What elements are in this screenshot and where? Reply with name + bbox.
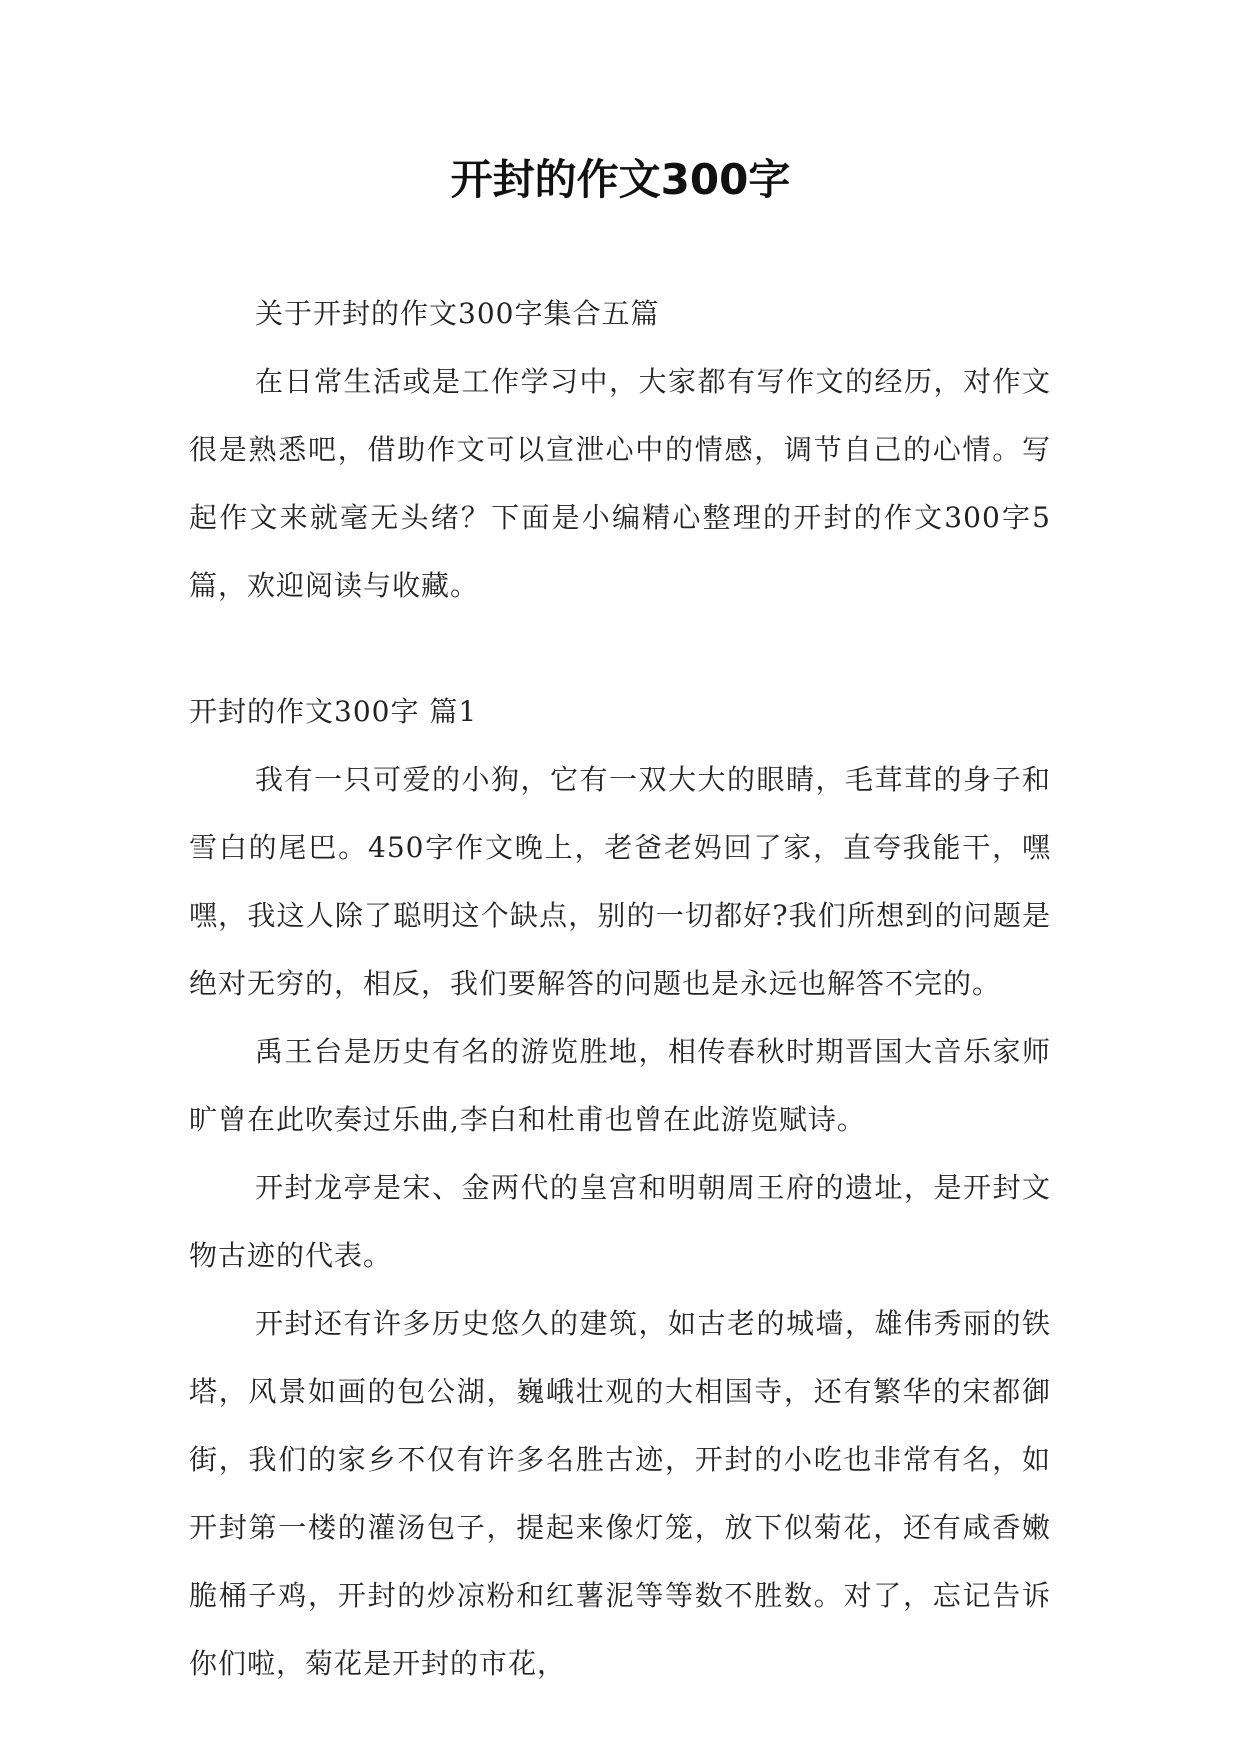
section-1-paragraph-2: 禹王台是历史有名的游览胜地，相传春秋时期晋国大音乐家师旷曾在此吹奏过乐曲,李白和杜甫也曾在此游览赋诗。	[189, 1035, 1051, 1136]
section-1-paragraph-1: 我有一只可爱的小狗，它有一双大大的眼睛，毛茸茸的身子和雪白的尾巴。450字作文晚上，老爸老妈回了家，直夸我能干，嘿嘿，我这人除了聪明这个缺点，别的一切都好?我们所想到的问题是绝对无穷的，相反，我们要解答的问题也是永远也解答不完的。	[189, 763, 1051, 1000]
intro-paragraph: 在日常生活或是工作学习中，大家都有写作文的经历，对作文很是熟悉吧，借助作文可以宣泄心中的情感，调节自己的心情。写起作文来就毫无头绪？下面是小编精心整理的开封的作文300字5篇，欢迎阅读与收藏。	[189, 365, 1051, 602]
section-1-paragraph-4: 开封还有许多历史悠久的建筑，如古老的城墙，雄伟秀丽的铁塔，风景如画的包公湖，巍峨壮观的大相国寺，还有繁华的宋都御街，我们的家乡不仅有许多名胜古迹，开封的小吃也非常有名，如开封第一楼的灌汤包子，提起来像灯笼，放下似菊花，还有咸香嫩脆桶子鸡，开封的炒凉粉和红薯泥等等数不胜数。对了，忘记告诉你们啦，菊花是开封的市花，	[189, 1307, 1051, 1680]
intro-heading: 关于开封的作文300字集合五篇	[255, 297, 660, 330]
document-title: 开封的作文300字	[450, 155, 791, 204]
section-gap	[189, 620, 1051, 678]
document-body	[189, 280, 1051, 1698]
section-1-paragraph-3: 开封龙亭是宋、金两代的皇宫和明朝周王府的遗址，是开封文物古迹的代表。	[189, 1171, 1051, 1272]
section-1-heading: 开封的作文300字 篇1	[189, 695, 478, 728]
